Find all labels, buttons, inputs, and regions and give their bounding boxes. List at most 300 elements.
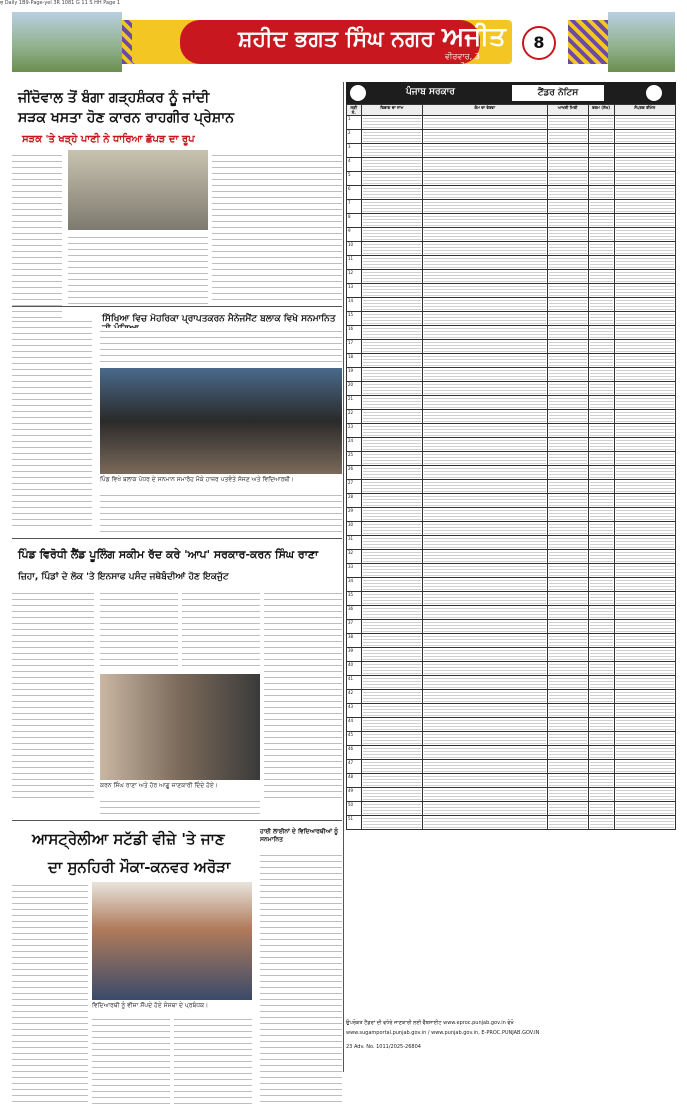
tender-row — [347, 410, 676, 424]
tender-cell — [614, 508, 675, 522]
tender-cell — [588, 144, 614, 158]
advertisement-number: 23 Adv. No. 1011/2025-26804 — [346, 1044, 421, 1050]
tender-row — [347, 494, 676, 508]
tender-cell — [614, 298, 675, 312]
tender-cell — [361, 172, 422, 186]
tender-cell-text — [590, 214, 613, 227]
tender-cell — [588, 340, 614, 354]
tender-cell — [361, 802, 422, 816]
tender-cell-text — [616, 802, 674, 815]
tender-cell-text — [363, 718, 421, 731]
tender-cell — [423, 802, 548, 816]
tender-cell — [547, 228, 588, 242]
story-1-subhead: ਸੜਕ 'ਤੇ ਖੜ੍ਹੇ ਪਾਣੀ ਨੇ ਧਾਰਿਆ ਛੱਪੜ ਦਾ ਰੂਪ — [22, 134, 195, 145]
story-3-text-under — [100, 798, 260, 814]
tender-cell — [361, 326, 422, 340]
story-4-headline-line-2: ਦਾ ਸੁਨਹਿਰੀ ਮੌਕਾ-ਕਨਵਰ ਅਰੋੜਾ — [48, 858, 231, 876]
tender-cell-text — [549, 228, 587, 241]
divider — [12, 820, 342, 821]
tender-cell — [588, 242, 614, 256]
tender-cell-text — [424, 340, 546, 353]
tender-serial: 4 — [347, 158, 362, 172]
tender-cell — [588, 480, 614, 494]
tender-cell — [361, 662, 422, 676]
tender-cell-text — [616, 620, 674, 633]
tender-cell — [547, 452, 588, 466]
tender-serial: 2 — [347, 130, 362, 144]
tender-cell-text — [549, 494, 587, 507]
tender-cell — [588, 130, 614, 144]
tender-cell-text — [363, 410, 421, 423]
tender-cell — [361, 788, 422, 802]
tender-cell — [423, 508, 548, 522]
tender-cell — [614, 648, 675, 662]
tender-cell — [547, 368, 588, 382]
tender-cell — [547, 522, 588, 536]
tender-cell-text — [549, 732, 587, 745]
tender-row — [347, 802, 676, 816]
tender-cell — [361, 536, 422, 550]
tender-row — [347, 396, 676, 410]
tender-cell — [423, 200, 548, 214]
tender-cell-text — [424, 130, 546, 143]
tender-cell — [614, 592, 675, 606]
tender-cell-text — [549, 382, 587, 395]
col-department: ਵਿਭਾਗ ਦਾ ਨਾਮ — [361, 105, 422, 116]
tender-cell-text — [424, 452, 546, 465]
tender-cell — [547, 466, 588, 480]
tender-cell — [547, 480, 588, 494]
tender-cell-text — [424, 466, 546, 479]
tender-cell-text — [549, 620, 587, 633]
tender-cell-text — [549, 662, 587, 675]
tender-serial: 19 — [347, 368, 362, 382]
tender-cell-text — [590, 704, 613, 717]
tender-serial: 22 — [347, 410, 362, 424]
tender-cell — [547, 354, 588, 368]
tender-cell-text — [549, 816, 587, 829]
tender-row — [347, 368, 676, 382]
tender-cell — [588, 620, 614, 634]
tender-serial: 41 — [347, 676, 362, 690]
tender-cell-text — [424, 200, 546, 213]
tender-cell-text — [590, 270, 613, 283]
tender-cell — [614, 578, 675, 592]
tender-cell — [547, 802, 588, 816]
tender-cell — [423, 788, 548, 802]
tender-cell-text — [424, 410, 546, 423]
tender-cell — [588, 368, 614, 382]
tender-cell — [423, 424, 548, 438]
tender-cell-text — [424, 368, 546, 381]
tender-cell — [614, 802, 675, 816]
tender-row — [347, 620, 676, 634]
tender-serial: 30 — [347, 522, 362, 536]
tender-cell-text — [590, 340, 613, 353]
tender-cell-text — [616, 676, 674, 689]
tender-cell — [423, 620, 548, 634]
tender-cell-text — [616, 466, 674, 479]
tender-serial: 47 — [347, 760, 362, 774]
tender-cell-text — [616, 312, 674, 325]
tender-cell — [614, 480, 675, 494]
tender-cell — [547, 690, 588, 704]
tender-cell — [588, 802, 614, 816]
tender-cell-text — [549, 186, 587, 199]
tender-cell-text — [616, 116, 674, 129]
tender-cell-text — [616, 382, 674, 395]
tender-cell — [588, 214, 614, 228]
tender-cell-text — [549, 802, 587, 815]
tender-cell-text — [549, 788, 587, 801]
tender-cell — [588, 200, 614, 214]
tender-row — [347, 228, 676, 242]
tender-cell — [588, 298, 614, 312]
tender-cell — [547, 648, 588, 662]
tender-cell-text — [424, 508, 546, 521]
tender-cell-text — [590, 676, 613, 689]
tender-cell-text — [549, 704, 587, 717]
tender-cell-text — [424, 802, 546, 815]
tender-serial: 50 — [347, 802, 362, 816]
tender-cell — [361, 312, 422, 326]
tender-cell — [614, 368, 675, 382]
tender-cell — [588, 466, 614, 480]
govt-name: ਪੰਜਾਬ ਸਰਕਾਰ — [406, 87, 455, 97]
story-3-photo — [100, 674, 260, 780]
tender-row — [347, 284, 676, 298]
tender-row — [347, 718, 676, 732]
tender-cell-text — [363, 270, 421, 283]
tender-cell — [423, 648, 548, 662]
tender-cell — [614, 242, 675, 256]
col-amount: ਰਕਮ (ਲੱਖ) — [588, 105, 614, 116]
tender-cell — [423, 760, 548, 774]
tender-cell — [614, 662, 675, 676]
tender-cell-text — [616, 648, 674, 661]
tender-cell — [423, 746, 548, 760]
tender-cell-text — [590, 144, 613, 157]
tender-cell-text — [424, 662, 546, 675]
tender-cell — [588, 438, 614, 452]
tender-cell-text — [424, 158, 546, 171]
masthead — [12, 12, 675, 81]
tender-cell-text — [616, 480, 674, 493]
tender-cell — [588, 172, 614, 186]
tender-cell-text — [363, 760, 421, 773]
tender-cell-text — [616, 662, 674, 675]
tender-cell-text — [616, 634, 674, 647]
tender-cell-text — [549, 368, 587, 381]
tender-cell-text — [424, 312, 546, 325]
story-5-text — [260, 852, 342, 1106]
tender-row — [347, 704, 676, 718]
tender-cell — [423, 578, 548, 592]
tender-cell-text — [590, 438, 613, 451]
tender-serial: 6 — [347, 186, 362, 200]
tender-cell — [547, 242, 588, 256]
tender-cell — [423, 466, 548, 480]
tender-cell — [588, 564, 614, 578]
tender-cell — [361, 634, 422, 648]
page-number: 8 — [522, 26, 556, 60]
tender-row — [347, 382, 676, 396]
tender-cell-text — [616, 606, 674, 619]
tender-cell-text — [549, 256, 587, 269]
tender-cell-text — [363, 550, 421, 563]
tender-cell — [547, 144, 588, 158]
tender-cell-text — [549, 480, 587, 493]
tender-cell — [423, 186, 548, 200]
tender-cell — [614, 410, 675, 424]
department-seal-icon — [646, 85, 662, 101]
tender-cell-text — [590, 158, 613, 171]
tender-cell — [588, 270, 614, 284]
col-serial: ਲੜੀ ਨੰ. — [347, 105, 362, 116]
tender-cell — [547, 270, 588, 284]
tender-cell-text — [590, 410, 613, 423]
tender-cell-text — [616, 200, 674, 213]
tender-cell-text — [363, 424, 421, 437]
tender-cell-text — [363, 340, 421, 353]
tender-cell — [588, 592, 614, 606]
tender-cell-text — [590, 578, 613, 591]
tender-cell — [423, 704, 548, 718]
tender-cell — [588, 326, 614, 340]
tender-cell-text — [590, 172, 613, 185]
tender-row — [347, 424, 676, 438]
tender-cell-text — [424, 620, 546, 633]
story-2-text-top — [100, 328, 342, 364]
tender-cell — [361, 256, 422, 270]
tender-serial: 9 — [347, 228, 362, 242]
tender-cell — [423, 662, 548, 676]
tender-cell-text — [363, 284, 421, 297]
story-3-text-left — [12, 590, 94, 802]
tender-cell-text — [616, 494, 674, 507]
tender-cell — [547, 158, 588, 172]
tender-cell — [588, 746, 614, 760]
tender-cell-text — [363, 522, 421, 535]
tender-cell — [361, 116, 422, 130]
tender-cell-text — [549, 242, 587, 255]
tender-cell — [423, 368, 548, 382]
tender-cell-text — [424, 536, 546, 549]
tender-row — [347, 340, 676, 354]
tender-cell — [547, 116, 588, 130]
tender-cell — [361, 732, 422, 746]
tender-cell-text — [549, 158, 587, 171]
tender-cell-text — [424, 522, 546, 535]
tender-cell-text — [590, 312, 613, 325]
tender-cell — [423, 774, 548, 788]
story-2-group-photo — [100, 368, 342, 474]
tender-row — [347, 592, 676, 606]
tender-cell — [423, 312, 548, 326]
tender-cell — [361, 746, 422, 760]
tender-row — [347, 480, 676, 494]
tender-cell-text — [590, 116, 613, 129]
tender-cell — [614, 620, 675, 634]
tender-cell-text — [590, 424, 613, 437]
tender-cell — [361, 410, 422, 424]
tender-cell-text — [549, 578, 587, 591]
tender-serial: 40 — [347, 662, 362, 676]
tender-cell-text — [549, 746, 587, 759]
tender-cell — [588, 816, 614, 830]
tender-cell-text — [616, 214, 674, 227]
tender-cell — [614, 704, 675, 718]
tender-cell-text — [424, 760, 546, 773]
tender-cell — [588, 396, 614, 410]
tender-cell-text — [424, 634, 546, 647]
memorial-photo — [12, 12, 122, 72]
tender-cell — [547, 816, 588, 830]
tender-cell-text — [590, 550, 613, 563]
tender-cell-text — [549, 116, 587, 129]
tender-footer-line-2: www.sugamportal.punjab.gov.in / www.punjab.gov.in, E-PROC.PUNJAB.GOV.IN — [346, 1030, 540, 1036]
tender-cell-text — [363, 116, 421, 129]
tender-header — [346, 82, 676, 104]
tender-cell — [423, 130, 548, 144]
tender-row — [347, 774, 676, 788]
tender-cell-text — [549, 774, 587, 787]
tender-serial: 31 — [347, 536, 362, 550]
tender-cell-text — [424, 788, 546, 801]
tender-cell-text — [424, 284, 546, 297]
tender-cell — [361, 130, 422, 144]
tender-row — [347, 788, 676, 802]
tender-cell-text — [363, 368, 421, 381]
tender-cell-text — [549, 536, 587, 549]
tender-cell — [588, 312, 614, 326]
tender-cell — [361, 214, 422, 228]
tender-cell-text — [616, 746, 674, 759]
tender-cell-text — [424, 648, 546, 661]
tender-cell-text — [424, 242, 546, 255]
tender-cell-text — [549, 466, 587, 479]
tender-cell-text — [363, 508, 421, 521]
tender-cell-text — [363, 158, 421, 171]
tender-cell — [361, 494, 422, 508]
tender-cell-text — [590, 536, 613, 549]
tender-cell — [588, 578, 614, 592]
tender-cell-text — [616, 228, 674, 241]
tender-title: ਟੈਂਡਰ ਨੋਟਿਸ — [512, 85, 604, 101]
tender-cell — [588, 606, 614, 620]
tender-cell-text — [616, 186, 674, 199]
tender-cell-text — [616, 396, 674, 409]
tender-cell — [588, 382, 614, 396]
tender-cell — [361, 284, 422, 298]
tender-cell — [423, 326, 548, 340]
tender-cell — [423, 116, 548, 130]
tender-cell-text — [590, 508, 613, 521]
tender-cell-text — [590, 298, 613, 311]
tender-cell — [614, 536, 675, 550]
tender-row — [347, 298, 676, 312]
tender-cell-text — [424, 606, 546, 619]
tender-cell-text — [363, 312, 421, 325]
tender-cell-text — [616, 732, 674, 745]
tender-cell — [547, 186, 588, 200]
tender-cell-text — [424, 718, 546, 731]
tender-serial: 35 — [347, 592, 362, 606]
tender-cell-text — [424, 214, 546, 227]
tender-cell-text — [549, 634, 587, 647]
tender-cell-text — [363, 746, 421, 759]
tender-cell-text — [363, 634, 421, 647]
tender-serial: 46 — [347, 746, 362, 760]
story-3-text-mid — [100, 590, 178, 670]
tender-cell-text — [363, 396, 421, 409]
tender-serial: 32 — [347, 550, 362, 564]
tender-cell-text — [616, 130, 674, 143]
story-2-side-text — [12, 318, 92, 528]
tender-row — [347, 606, 676, 620]
story-1-headline-line-1: ਜੀਂਦੋਵਾਲ ਤੋਂ ਬੰਗਾ ਗੜ੍ਹਸ਼ੰਕਰ ਨੂੰ ਜਾਂਦੀ — [18, 90, 210, 106]
tender-row — [347, 270, 676, 284]
tender-cell — [361, 298, 422, 312]
tender-cell-text — [424, 550, 546, 563]
tender-cell-text — [616, 354, 674, 367]
tender-row — [347, 564, 676, 578]
tender-cell-text — [424, 424, 546, 437]
tender-cell — [614, 326, 675, 340]
story-4-headline-line-1: ਆਸਟ੍ਰੇਲੀਆ ਸਟੱਡੀ ਵੀਜ਼ੇ 'ਤੇ ਜਾਣ — [32, 830, 225, 848]
tender-serial: 29 — [347, 508, 362, 522]
tender-cell — [423, 732, 548, 746]
tender-cell-text — [424, 494, 546, 507]
tender-cell-text — [424, 578, 546, 591]
tender-cell — [423, 550, 548, 564]
tender-cell-text — [616, 368, 674, 381]
story-3-text-right — [264, 590, 342, 802]
tender-cell-text — [424, 732, 546, 745]
tender-row — [347, 158, 676, 172]
tender-serial: 38 — [347, 634, 362, 648]
tender-cell-text — [363, 816, 421, 829]
tender-cell — [614, 354, 675, 368]
tender-cell-text — [424, 480, 546, 493]
tender-cell — [614, 816, 675, 830]
tender-cell — [361, 200, 422, 214]
tender-serial: 15 — [347, 312, 362, 326]
story-4-text-mid-2 — [174, 1016, 252, 1106]
tender-cell — [423, 144, 548, 158]
tender-cell — [423, 256, 548, 270]
tender-cell — [361, 158, 422, 172]
tender-row — [347, 466, 676, 480]
tender-cell-text — [616, 788, 674, 801]
tender-cell-text — [363, 228, 421, 241]
tender-cell — [423, 634, 548, 648]
tender-cell — [547, 760, 588, 774]
tender-cell-text — [424, 816, 546, 829]
tender-cell — [614, 676, 675, 690]
tender-serial: 5 — [347, 172, 362, 186]
tender-cell — [423, 676, 548, 690]
tender-cell-text — [363, 144, 421, 157]
tender-serial: 17 — [347, 340, 362, 354]
tender-cell — [614, 452, 675, 466]
tender-serial: 1 — [347, 116, 362, 130]
tender-cell — [547, 788, 588, 802]
tender-cell — [423, 438, 548, 452]
tender-cell — [614, 760, 675, 774]
tender-cell-text — [549, 312, 587, 325]
tender-cell — [614, 200, 675, 214]
